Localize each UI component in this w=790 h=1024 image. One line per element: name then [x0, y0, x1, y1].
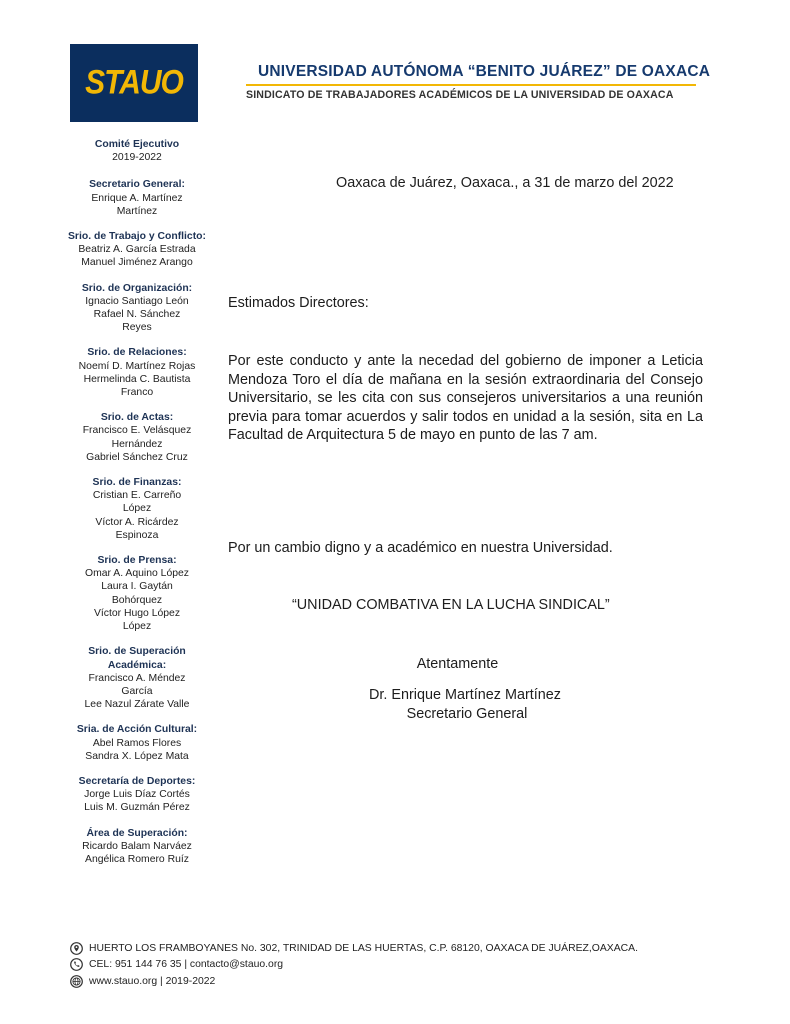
- committee-member-name: Víctor A. Ricárdez: [95, 516, 179, 528]
- committee-group-title: Área de Superación:: [86, 827, 188, 839]
- committee-heading: [62, 138, 212, 164]
- committee-group: [62, 411, 212, 464]
- committee-member-name: Lee Nazul Zárate Valle: [84, 699, 190, 711]
- committee-member-name: Abel Ramos Flores: [92, 737, 182, 749]
- committee-member-name: Noemí D. Martínez Rojas: [78, 360, 196, 372]
- letter-body: Por este conducto y ante la necedad del gobierno de imponer a Leticia Mendoza Toro el día de mañana en la sesión extraordinaria del Consejo Universitario, se les cita con sus consejeros universitarios a una reunión previa para tomar acuerdos y salir todos en unidad a la sesión, sita en La Facultad de Arquitectura 5 de mayo en punto de las 7 am.: [228, 353, 703, 444]
- header-divider: [246, 84, 696, 86]
- committee-group-title: Srio. de Superación Académica:: [88, 646, 186, 671]
- committee-member-name: Enrique A. Martínez: [91, 192, 183, 204]
- committee-group: [62, 346, 212, 399]
- committee-member-name: Víctor Hugo López: [93, 607, 181, 619]
- committee-member-name: Jorge Luis Díaz Cortés: [84, 789, 190, 801]
- signer-name: Dr. Enrique Martínez Martínez: [369, 687, 561, 703]
- committee-member-name: Francisco A. Méndez: [88, 672, 186, 684]
- logo-text: STAUO: [85, 63, 183, 102]
- university-title: UNIVERSIDAD AUTÓNOMA “BENITO JUÁREZ” DE OAXACA: [258, 63, 711, 80]
- committee-period: 2019-2022: [112, 152, 162, 164]
- committee-group: [62, 282, 212, 335]
- committee-member-name: Franco: [120, 387, 154, 399]
- committee-member-name: López: [122, 503, 152, 515]
- globe-icon: [70, 975, 83, 988]
- committee-member-name: Beatriz A. García Estrada: [78, 244, 196, 256]
- footer-contact: CEL: 951 144 76 35 | contacto@stauo.org: [89, 959, 284, 970]
- committee-group: [62, 230, 212, 270]
- committee-member-name: Reyes: [122, 322, 152, 334]
- committee-group-title: Srio. de Organización:: [81, 282, 193, 294]
- committee-member-name: García: [121, 685, 153, 697]
- committee-member-name: Ricardo Balam Narváez: [82, 840, 192, 852]
- committee-member-name: Rafael N. Sánchez: [93, 309, 181, 321]
- committee-member-name: Omar A. Aquino López: [85, 568, 189, 580]
- committee-title: Comité Ejecutivo: [94, 139, 180, 150]
- committee-group-title: Srio. de Actas:: [100, 412, 174, 424]
- executive-committee-sidebar: [62, 138, 212, 878]
- committee-member-name: Luis M. Guzmán Pérez: [84, 802, 190, 814]
- committee-member-name: Cristian E. Carreño: [92, 490, 182, 502]
- committee-group: [62, 775, 212, 815]
- committee-member-name: Hermelinda C. Bautista: [83, 373, 191, 385]
- committee-group: [62, 827, 212, 867]
- committee-member-name: Sandra X. López Mata: [85, 750, 189, 762]
- letter-closing: Por un cambio digno y a académico en nuestra Universidad.: [228, 540, 613, 556]
- committee-group-title: Srio. de Trabajo y Conflicto:: [68, 231, 206, 243]
- letter-date: Oaxaca de Juárez, Oaxaca., a 31 de marzo del 2022: [336, 175, 674, 191]
- committee-group-title: Srio. de Relaciones:: [87, 347, 187, 359]
- committee-group: [62, 554, 212, 633]
- signoff: Atentamente: [416, 656, 499, 672]
- footer-address-row: [70, 940, 638, 956]
- committee-group: [62, 723, 212, 763]
- committee-group-title: Srio. de Finanzas:: [92, 477, 182, 489]
- committee-member-name: Bohórquez: [111, 594, 163, 606]
- letter-motto: “UNIDAD COMBATIVA EN LA LUCHA SINDICAL”: [292, 597, 610, 613]
- committee-member-name: Manuel Jiménez Arango: [81, 257, 193, 269]
- committee-group-title: Secretario General:: [89, 179, 185, 191]
- committee-group-title: Sria. de Acción Cultural:: [76, 724, 198, 736]
- footer-web-row: [70, 973, 638, 989]
- committee-member-name: López: [122, 621, 152, 633]
- signer-role: Secretario General: [406, 706, 528, 722]
- committee-groups: [62, 178, 212, 866]
- stauo-logo: [70, 44, 198, 122]
- letter-footer: [70, 940, 638, 990]
- committee-group: [62, 645, 212, 711]
- committee-member-name: Hernández: [111, 438, 163, 450]
- committee-group: [62, 476, 212, 542]
- committee-member-name: Martínez: [116, 205, 158, 217]
- committee-member-name: Espinoza: [115, 529, 159, 541]
- footer-address: HUERTO LOS FRAMBOYANES No. 302, TRINIDAD DE LAS HUERTAS, C.P. 68120, OAXACA DE JUÁREZ,OAXACA.: [89, 942, 638, 954]
- committee-member-name: Angélica Romero Ruíz: [85, 853, 189, 865]
- phone-icon: [70, 958, 83, 971]
- committee-member-name: Ignacio Santiago León: [85, 295, 189, 307]
- footer-web: www.stauo.org | 2019-2022: [89, 975, 216, 987]
- location-pin-icon: [70, 942, 83, 955]
- committee-member-name: Laura I. Gaytán: [101, 581, 173, 593]
- committee-member-name: Francisco E. Velásquez: [82, 425, 192, 437]
- committee-member-name: Gabriel Sánchez Cruz: [86, 451, 188, 463]
- letter-greeting: Estimados Directores:: [228, 295, 369, 311]
- committee-group-title: Srio. de Prensa:: [97, 555, 177, 567]
- union-title: SINDICATO DE TRABAJADORES ACADÉMICOS DE LA UNIVERSIDAD DE OAXACA: [246, 89, 674, 101]
- committee-group: [62, 178, 212, 218]
- committee-group-title: Secretaría de Deportes:: [78, 775, 196, 787]
- footer-contact-row: [70, 957, 638, 973]
